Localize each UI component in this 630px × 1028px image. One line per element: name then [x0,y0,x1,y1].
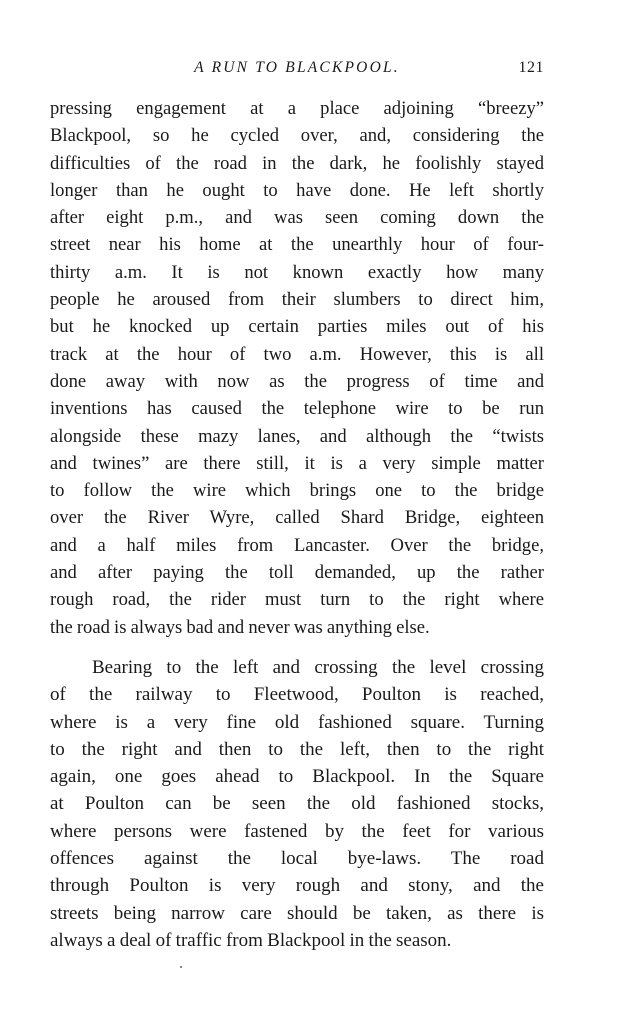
text-line: but he knocked up certain parties miles out of his [50,316,544,338]
text-line: and twines” are there still, it is a very simple matter [50,452,544,474]
text-line: always a deal of traffic from Blackpool in the season. [50,929,452,951]
text-line: over the River Wyre, called Shard Bridge, eighteen [50,507,544,529]
text-line: alongside these mazy lanes, and although the “twists [50,425,544,447]
body-text [50,95,544,954]
text-line: of the railway to Fleetwood, Poulton is reached, [50,684,544,706]
text-line: after eight p.m., and was seen coming down the [50,207,544,229]
paragraph-1 [50,95,544,641]
text-line: track at the hour of two a.m. However, this is all [50,343,544,365]
page-number: 121 [518,59,544,76]
text-line: to the right and then to the left, then to the right [50,738,544,760]
text-line: where is a very fine old fashioned square. Turning [50,711,544,733]
text-line: rough road, the rider must turn to the right where [50,589,544,611]
text-line: pressing engagement at a place adjoining “breezy” [50,98,544,119]
text-line: street near his home at the unearthly hour of four- [50,234,544,256]
text-line: done away with now as the progress of time and [50,370,544,392]
text-line: inventions has caused the telephone wire to be run [50,398,544,420]
text-line: again, one goes ahead to Blackpool. In the Square [50,766,544,788]
paragraph-2 [50,654,544,954]
text-line: streets being narrow care should be taken, as there is [50,902,544,924]
text-line: the road is always bad and never was anything else. [50,616,430,638]
text-line: offences against the local bye-laws. The road [50,848,544,870]
text-line: at Poulton can be seen the old fashioned stocks, [50,793,544,815]
print-speck [180,966,182,968]
text-line: Bearing to the left and crossing the level crossing [92,656,544,678]
text-line: and after paying the toll demanded, up the rather [50,562,544,584]
text-line: and a half miles from Lancaster. Over the bridge, [50,534,544,556]
text-line: people he aroused from their slumbers to direct him, [50,289,544,311]
text-line: Blackpool, so he cycled over, and, considering the [50,125,544,147]
running-title: A RUN TO BLACKPOOL. [194,59,400,76]
text-line: to follow the wire which brings one to the bridge [50,480,544,502]
text-line: thirty a.m. It is not known exactly how many [50,261,544,283]
running-head [50,56,544,80]
text-line: through Poulton is very rough and stony, and the [50,875,544,897]
text-line: difficulties of the road in the dark, he foolishly stayed [50,152,544,174]
text-line: where persons were fastened by the feet for various [50,820,544,842]
text-line: longer than he ought to have done. He left shortly [50,179,544,201]
